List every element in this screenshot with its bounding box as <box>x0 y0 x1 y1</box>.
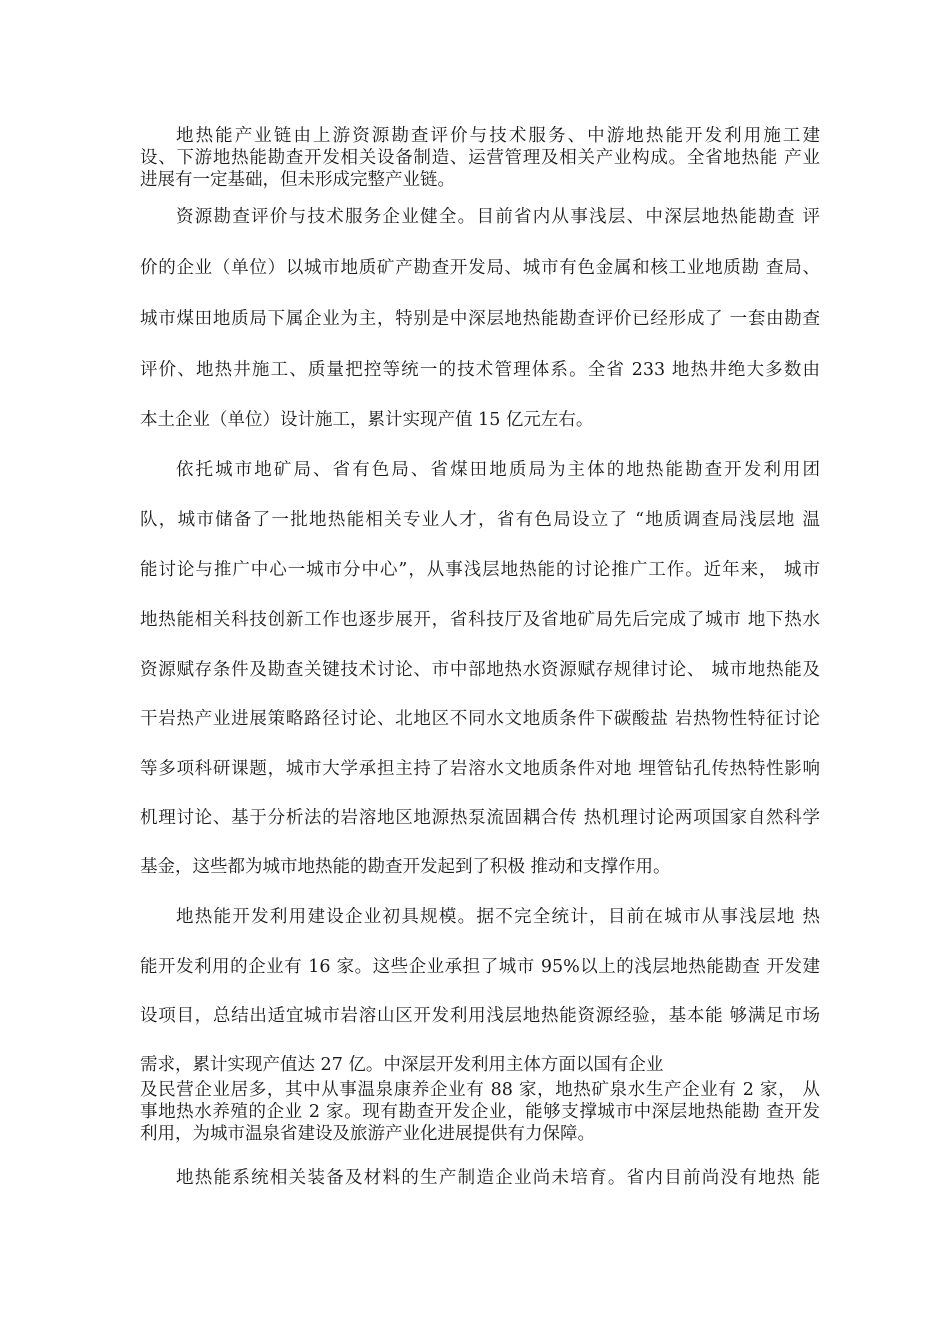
paragraph-1-line-3: 进展有一定基础，但未形成完整产业链。 <box>140 170 455 190</box>
paragraph-3-line-8: 机理讨论、基于分析法的岩溶地区地源热泵流固耦合传 热机理讨论两项国家自然科学 <box>140 808 820 828</box>
paragraph-4-line-4: 需求，累计实现产值达 27 亿。中深层开发利用主体方面以国有企业 <box>140 1055 664 1075</box>
paragraph-3-line-3: 能讨论与推广中心一城市分中心”，从事浅层地热能的讨论推广工作。近年来， 城市 <box>140 560 820 580</box>
paragraph-3-line-9: 基金，这些都为城市地热能的勘查开发起到了积极 推动和支撑作用。 <box>140 857 671 877</box>
paragraph-2-line-1: 资源勘查评价与技术服务企业健全。目前省内从事浅层、中深层地热能勘查 评 <box>176 207 820 227</box>
paragraph-3-line-1: 依托城市地矿局、省有色局、省煤田地质局为主体的地热能勘查开发利用团 <box>176 460 820 480</box>
paragraph-1-line-1: 地热能产业链由上游资源勘查评价与技术服务、中游地热能开发利用施工建 <box>176 126 820 146</box>
paragraph-2-line-2: 价的企业（单位）以城市地质矿产勘查开发局、城市有色金属和核工业地质勘 查局、 <box>140 258 820 278</box>
paragraph-3-line-5: 资源赋存条件及勘查关键技术讨论、市中部地热水资源赋存规律讨论、 城市地热能及 <box>140 660 820 680</box>
paragraph-4-line-2: 能开发利用的企业有 16 家。这些企业承担了城市 95%以上的浅层地热能勘查 开发建 <box>140 957 820 977</box>
paragraph-2-line-4: 评价、地热井施工、质量把控等统一的技术管理体系。全省 233 地热井绝大多数由 <box>140 360 820 380</box>
paragraph-3-line-4: 地热能相关科技创新工作也逐步展开，省科技厅及省地矿局先后完成了城市 地下热水 <box>140 610 820 630</box>
paragraph-2-line-3: 城市煤田地质局下属企业为主，特别是中深层地热能勘查评价已经形成了 一套由勘查 <box>140 309 820 329</box>
paragraph-4-line-5: 及民营企业居多，其中从事温泉康养企业有 88 家，地热矿泉水生产企业有 2 家， 从 <box>140 1080 820 1100</box>
paragraph-2-line-5: 本土企业（单位）设计施工，累计实现产值 15 亿元左右。 <box>140 410 594 430</box>
paragraph-4-line-6: 事地热水养殖的企业 2 家。现有勘查开发企业，能够支撑城市中深层地热能勘 查开发 <box>140 1102 820 1122</box>
paragraph-4-line-7: 利用，为城市温泉省建设及旅游产业化进展提供有力保障。 <box>140 1124 595 1144</box>
paragraph-5-line-1: 地热能系统相关装备及材料的生产制造企业尚未培育。省内目前尚没有地热 能 <box>176 1168 820 1188</box>
paragraph-4-line-1: 地热能开发利用建设企业初具规模。据不完全统计，目前在城市从事浅层地 热 <box>176 907 820 927</box>
paragraph-3-line-6: 干岩热产业进展策略路径讨论、北地区不同水文地质条件下碳酸盐 岩热物性特征讨论 <box>140 709 820 729</box>
paragraph-4-line-3: 设项目，总结出适宜城市岩溶山区开发利用浅层地热能资源经验，基本能 够满足市场 <box>140 1006 820 1026</box>
paragraph-3-line-2: 队，城市储备了一批地热能相关专业人才，省有色局设立了 “地质调查局浅层地 温 <box>140 510 820 530</box>
paragraph-1-line-2: 设、下游地热能勘查开发相关设备制造、运营管理及相关产业构成。全省地热能 产业 <box>140 148 820 168</box>
paragraph-3-line-7: 等多项科研课题，城市大学承担主持了岩溶水文地质条件对地 埋管钻孔传热特性影响 <box>140 759 820 779</box>
